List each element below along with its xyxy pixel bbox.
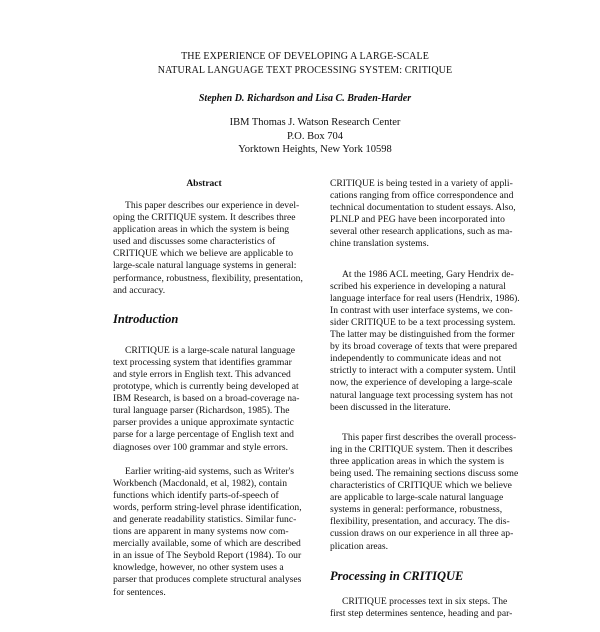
text-line: scribed his experience in developing a natural [330, 280, 506, 292]
text-line: characteristics of CRITIQUE which we believe [330, 480, 512, 492]
text-line: CRITIQUE is being tested in a variety of appli- [330, 178, 513, 189]
right-paragraph-4 [330, 596, 546, 620]
text-line: in an issue of The Seybold Report (1984). To our [113, 550, 302, 562]
section-heading-introduction: Introduction [113, 311, 179, 326]
text-line: CRITIQUE which we believe are applicable to [113, 248, 294, 260]
text-line: by its broad coverage of texts that were prepared [330, 341, 517, 353]
abstract-heading: Abstract [186, 179, 222, 189]
text-line: three application areas in which the system is [330, 455, 504, 467]
text-line: ing in the CRITIQUE system. Then it describes [330, 443, 513, 455]
text-line: and generate readability statistics. Similar func- [113, 513, 297, 525]
text-line: first step determines sentence, heading and par- [330, 607, 513, 619]
right-paragraph-3 [330, 432, 546, 553]
text-line: are applicable to large-scale natural language [330, 492, 504, 504]
text-line: This paper describes our experience in devel- [125, 200, 300, 211]
title-line: THE EXPERIENCE OF DEVELOPING A LARGE-SCALE [181, 51, 429, 62]
text-line: In contrast with user interface systems, we con- [330, 304, 513, 316]
text-line: CRITIQUE processes text in six steps. The [342, 595, 508, 607]
text-line: knowledge, however, no other system uses a [113, 562, 284, 574]
text-line: parser that produces complete structural analyses [113, 574, 302, 586]
text-line: language interface for real users (Hendrix, 1986). [330, 292, 520, 304]
text-line: Workbench (Macdonald, et al, 1982), contain [113, 477, 287, 489]
text-line: text processing system that identifies grammar [113, 356, 292, 368]
paper-authors: Stephen D. Richardson and Lisa C. Braden-Harder [198, 93, 412, 104]
text-line: At the 1986 ACL meeting, Gary Hendrix de- [342, 268, 514, 280]
text-line: cussion draws on our experience in all three ap- [330, 528, 514, 540]
text-line: and accuracy. [113, 284, 166, 296]
text-line: The latter may be distinguished from the former [330, 329, 515, 341]
text-line: now, the experience of developing a large-scale [330, 377, 513, 389]
text-line: diagnoses over 100 grammar and style errors. [113, 441, 289, 453]
text-line: plication areas. [330, 540, 389, 552]
text-line: words, perform string-level phrase identification, [113, 501, 302, 513]
section-heading-processing: Processing in CRITIQUE [330, 568, 464, 583]
text-line: prototype, which is currently being developed at [113, 381, 299, 393]
text-line: IBM Research, is based on a broad-coverage na- [113, 393, 300, 405]
text-line: This paper first describes the overall process- [342, 431, 517, 443]
right-paragraph-1 [330, 178, 546, 251]
right-column [330, 178, 546, 632]
text-line: used and discusses some characteristics of [113, 236, 276, 248]
text-line: CRITIQUE is a large-scale natural language [125, 344, 296, 356]
paper-affiliation [150, 116, 480, 157]
text-line: several other research applications, such as ma- [330, 226, 513, 238]
text-line: large-scale natural language systems in general: [113, 260, 297, 272]
text-line: flexibility, presentation, and accuracy. The dis- [330, 516, 510, 528]
text-line: oping the CRITIQUE system. It describes three [113, 212, 296, 224]
text-line: tions are apparent in many systems now com- [113, 526, 289, 538]
intro-paragraph-2 [113, 466, 325, 599]
abstract-paragraph [113, 200, 325, 297]
intro-paragraph-1 [113, 345, 325, 454]
text-line: independently to communicate ideas and not [330, 353, 502, 365]
text-line: technical documentation to student essays. Also, [330, 202, 516, 214]
text-line: cations ranging from office correspondence and [330, 190, 514, 202]
text-line: systems in general: performance, robustness, [330, 504, 503, 516]
text-line: functions which identify parts-of-speech of [113, 489, 279, 501]
paper-title [100, 50, 510, 78]
right-paragraph-2 [330, 269, 546, 414]
text-line: strictly to interact with a computer system. Until [330, 365, 516, 377]
text-line: parser provides a unique approximate syntactic [113, 417, 294, 429]
text-line: application areas in which the system is being [113, 224, 290, 236]
affiliation-line: Yorktown Heights, New York 10598 [238, 144, 392, 155]
text-line: natural language text processing system has not [330, 389, 513, 401]
text-line: Earlier writing-aid systems, such as Writer's [125, 465, 295, 477]
text-line: been discussed in the literature. [330, 401, 451, 413]
text-line: being used. The remaining sections discuss some [330, 467, 519, 479]
text-line: for sentences. [113, 586, 166, 598]
affiliation-line: IBM Thomas J. Watson Research Center [229, 117, 401, 128]
text-line: and style errors in English text. This advanced [113, 368, 291, 380]
text-line: parse for a large percentage of English text and [113, 429, 294, 441]
text-line: mercially available, some of which are described [113, 538, 301, 550]
text-line: PLNLP and PEG have been incorporated into [330, 214, 505, 226]
text-line: sider CRITIQUE to be a text processing system. [330, 316, 516, 328]
text-line: chine translation systems. [330, 238, 429, 250]
title-line: NATURAL LANGUAGE TEXT PROCESSING SYSTEM: CRITIQUE [157, 65, 453, 76]
affiliation-line: P.O. Box 704 [286, 130, 343, 142]
text-line: performance, robustness, flexibility, presentation, [113, 272, 303, 284]
left-column [113, 178, 325, 611]
text-line: tural language parser (Richardson, 1985). The [113, 405, 290, 417]
